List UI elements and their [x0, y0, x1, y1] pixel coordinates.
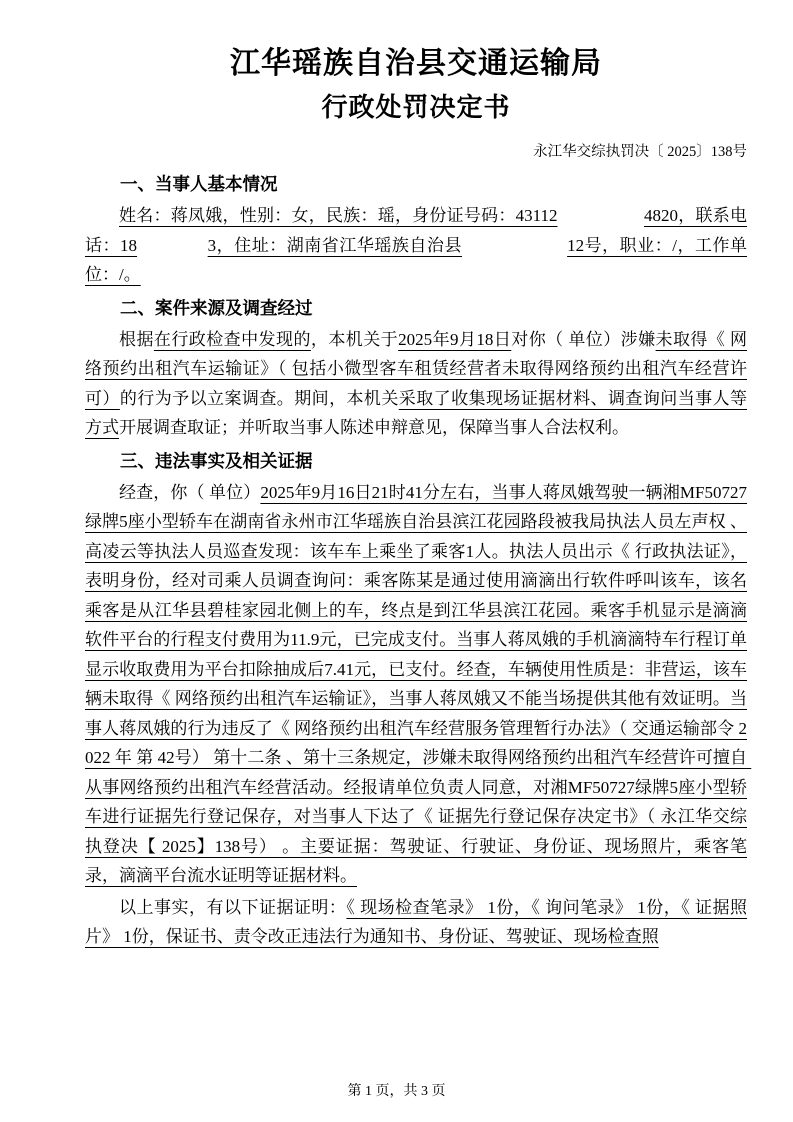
template-text: [137, 236, 208, 255]
filled-text: 12号，职业：/，工作单位：/。: [85, 235, 748, 284]
filled-text: 2025年9月18日: [398, 329, 512, 349]
paragraph: [85, 478, 752, 891]
filled-text: 未取得《 网络预约出租汽车运输证》（ 包括小微型客车租赁经营者未取得网络预约出租汽车经营许可）: [85, 329, 748, 408]
template-text: [558, 206, 644, 225]
filled-text: 4820，联系电话：18: [85, 206, 748, 255]
filled-text: 2025年9月16日21时41分左右，当事人蒋凤娥驾驶一辆湘MF50727绿牌5座小型轿车在湖南省永州市江华瑶族自治县滨江花园路段被我局执法人员左声权 、高凌云等执法人员巡查发现：该车车上乘坐了乘客1人。执法人员出示《 行政执法证》，表明身份，经对司乘人员调查询问：乘客陈某是通过使用滴滴出行软件呼叫该车，该名乘客是从江华县碧桂家园北侧上的车，终点是到江华县滨江花园。乘客手机显示是滴滴软件平台的行程支付费用为11.9元，已完成支付。当事人蒋凤娥的手机滴滴特车行程订单显示收取费用为平台扣除抽成后7.41元，已支付。经查，车辆使用性质是：非营运，该车辆未取得《 网络预约出租汽车运输证》，当事人蒋凤娥又不能当场提供其他有效证明。当事人蒋凤娥的行为违反了《 网络预约出租汽车经营服务管理暂行办法》（ 交通运输部令 2022 年 第 42号） 第十二条 、第十三条规定，涉嫌未取得网络预约出租汽车经营许可擅自 从事网络预约出租汽车经营活动。经报请单位负责人同意，对湘MF50727绿牌5座小型轿车进行证据先行登记保存，对当事人下达了《 证据先行登记保存决定书》（ 永江华交综执登决【 2025】138号） 。主要证据：驾驶证、行驶证、身份证、现场照片，乘客笔录，滴滴平台流水证明等证据材料。: [85, 482, 752, 885]
template-text: ，本机关于: [310, 329, 399, 349]
filled-text: 采取了收集现场证据材料、调查询问当事人等方式: [85, 388, 748, 437]
document-title-line2: 行政处罚决定书: [321, 92, 511, 122]
document-body: [85, 170, 752, 952]
paragraph: [85, 325, 747, 443]
paragraph: [85, 201, 747, 290]
paragraph: [85, 893, 747, 952]
page-footer: 第 1 页，共 3 页: [347, 1084, 446, 1099]
template-text: 以上事实，有以下证据证明：: [119, 897, 347, 917]
template-text: [462, 236, 567, 255]
document-number: 永江华交综执罚决〔 2025〕138号: [533, 144, 747, 160]
document-title-line1: 江华瑶族自治县交通运输局: [230, 47, 602, 80]
filled-text: 姓名：蒋凤娥，性别：女，民族：瑶，身份证号码：43112: [119, 206, 558, 225]
template-text: 开展调查取证；并听取当事人陈述申辩意见，保障当事人合法权利。: [119, 418, 629, 437]
filled-text: 在行政检查中发现的: [153, 329, 311, 349]
section-heading: 二、案件来源及调查经过: [120, 297, 313, 318]
template-text: 经查，你（ 单位）: [119, 482, 261, 502]
template-text: 对你（ 单位）涉嫌: [511, 329, 656, 349]
template-text: 根据: [119, 329, 154, 349]
template-text: 的行为予以立案调查。期间，本机关: [119, 388, 399, 408]
filled-text: 3，住址：湖南省江华瑶族自治县: [207, 235, 462, 255]
filled-text: 《 现场检查笔录》 1份，《 询问笔录》 1份，《 证据照片》 1份，保证书、责令改正违法行为通知书、身份证、驾驶证、现场检查照: [85, 897, 748, 946]
section-heading: 一、当事人基本情况: [120, 174, 278, 194]
section-heading: 三、违法事实及相关证据: [120, 450, 313, 471]
